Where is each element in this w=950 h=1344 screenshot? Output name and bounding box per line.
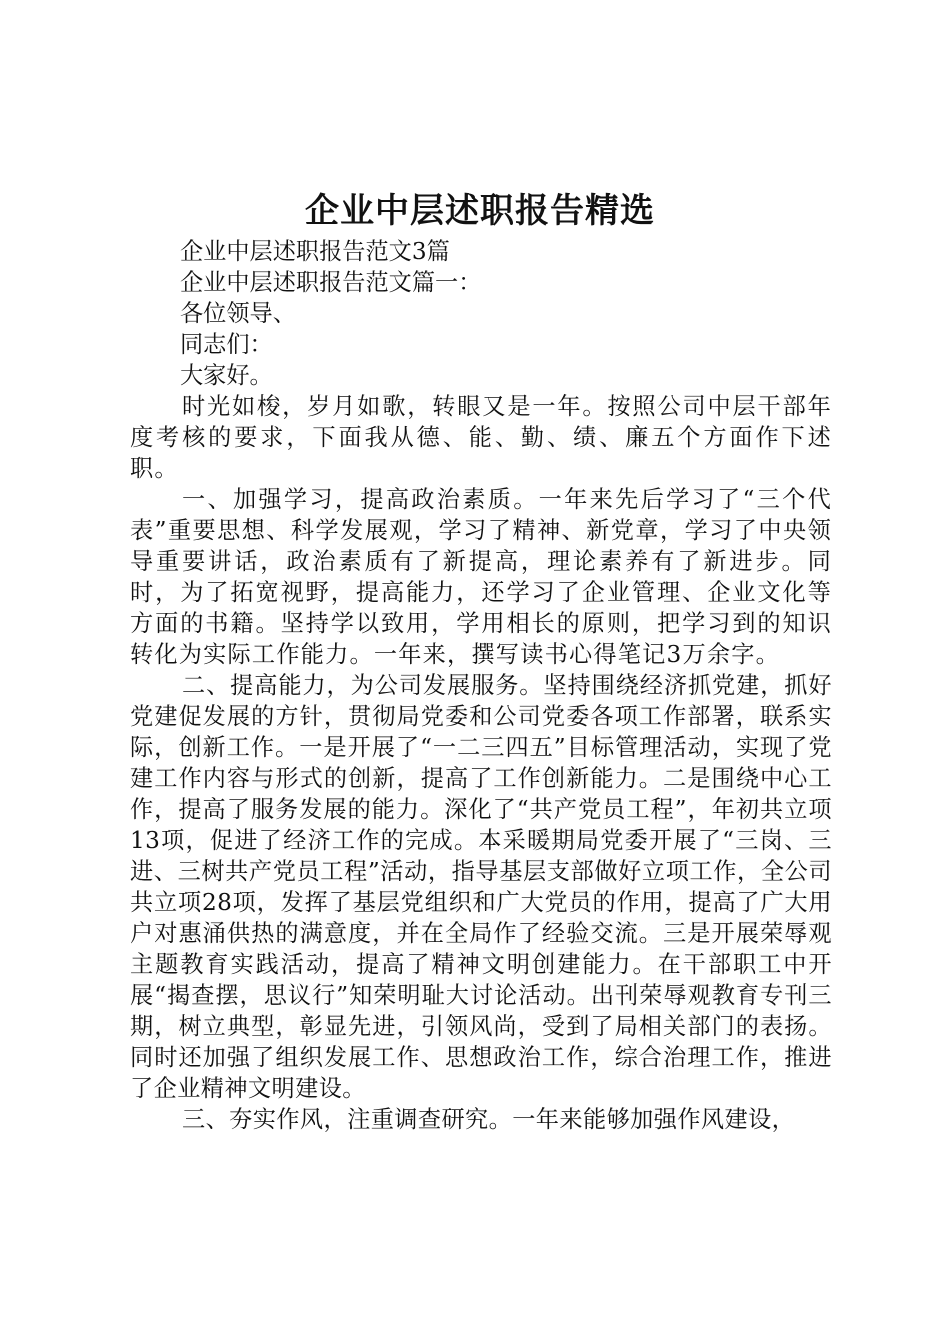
subtitle-line: 企业中层述职报告范文3篇 <box>180 238 450 265</box>
body-paragraph: 二、提高能力，为公司发展服务。坚持围绕经济抓党建，抓好党建促发展的方针，贯彻局党委和公司党委各项工作部署，联系实际，创新工作。一是开展了“一二三四五”目标管理活动，实现了党建工作内容与形式的创新，提高了工作创新能力。二是围绕中心工作，提高了服务发展的能力。深化了“共产党员工程”，年初共立项13项，促进了经济工作的完成。本采暖期局党委开展了“三岗、三进、三树共产党员工程”活动，指导基层支部做好立项工作，全公司共立项28项，发挥了基层党组织和广大党员的作用，提高了广大用户对惠涌供热的满意度，并在全局作了经验交流。三是开展荣辱观主题教育实践活动，提高了精神文明创建能力。在干部职工中开展“揭查摆，思议行”知荣明耻大讨论活动。出刊荣辱观教育专刊三期，树立典型，彰显先进，引领风尚，受到了局相关部门的表扬。同时还加强了组织发展工作、思想政治工作，综合治理工作，推进了企业精神文明建设。 <box>130 672 832 1102</box>
salutation-line: 各位领导、 <box>180 300 296 327</box>
section-heading-line: 企业中层述职报告范文篇一： <box>180 269 482 296</box>
body-paragraph: 时光如梭，岁月如歌，转眼又是一年。按照公司中层干部年度考核的要求，下面我从德、能、勤、绩、廉五个方面作下述职。 <box>130 393 832 482</box>
body-paragraph: 一、加强学习，提高政治素质。一年来先后学习了“三个代表”重要思想、科学发展观，学习了精神、新党章，学习了中央领导重要讲话，政治素质有了新提高，理论素养有了新进步。同时，为了拓宽视野，提高能力，还学习了企业管理、企业文化等方面的书籍。坚持学以致用，学用相长的原则，把学习到的知识转化为实际工作能力。一年来，撰写读书心得笔记3万余字。 <box>130 486 832 668</box>
document-body <box>130 236 832 1135</box>
salutation-line: 同志们： <box>180 331 273 358</box>
greeting-line: 大家好。 <box>180 362 273 389</box>
document-title: 企业中层述职报告精选 <box>305 191 655 231</box>
body-paragraph: 三、夯实作风，注重调查研究。一年来能够加强作风建设， <box>182 1106 796 1133</box>
